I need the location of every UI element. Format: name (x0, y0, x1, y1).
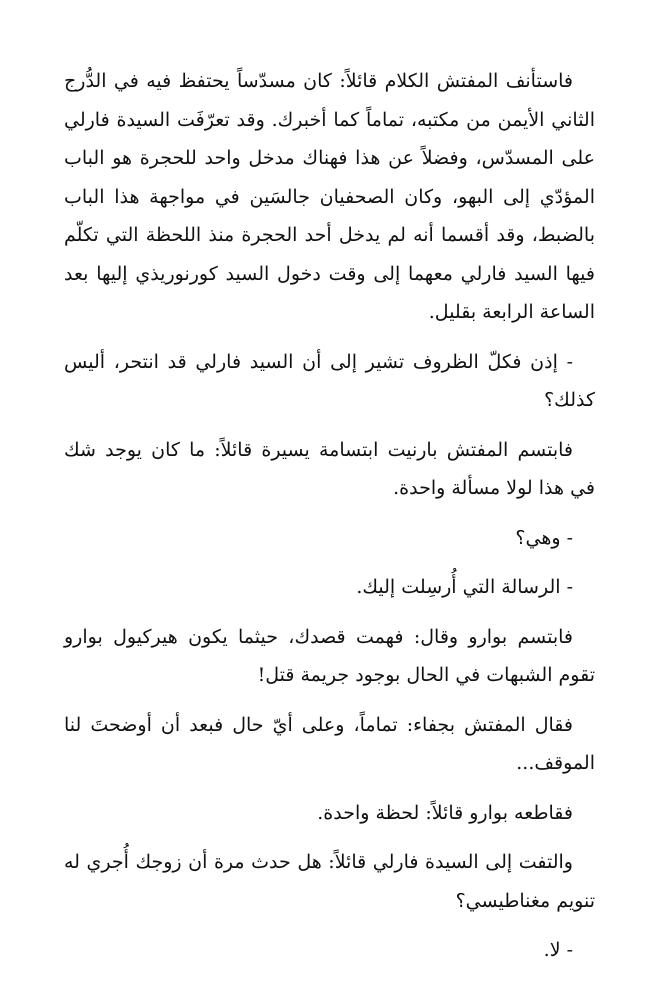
paragraph: فقال المفتش بجفاء: تماماً، وعلى أيّ حال فبعد أن أوضحتَ لنا الموقف... (64, 713, 595, 774)
paragraph: - وهي؟ (515, 526, 573, 549)
paragraph: فابتسم المفتش بارنيت ابتسامة يسيرة قائلاً: ما كان يوجد شك في هذا لولا مسألة واحدة. (64, 438, 595, 499)
paragraph: فاستأنف المفتش الكلام قائلاً: كان مسدّساً يحتفظ فيه في الدُّرج الثاني الأيمن من مكتبه، تماماً كما أخبرك. وقد تعرّفَت السيدة فارلي على المسدّس، وفضلاً عن هذا فهناك مدخل واحد للحجرة هو الباب المؤدّي إلى البهو، وكان الصحفيان جالسَين في مواجهة هذا الباب بالضبط، وقد أقسما أنه لم يدخل أحد الحجرة منذ اللحظة التي تكلّم فيها السيد فارلي معهما إلى وقت دخول السيد كورنوريذي إليها بعد الساعة الرابعة بقليل. (64, 70, 595, 323)
page-text (64, 62, 595, 981)
paragraph: - لا. (543, 939, 573, 961)
paragraph: فقاطعه بوارو قائلاً: لحظة واحدة. (317, 801, 573, 824)
paragraph: - الرسالة التي أُرسِلت إليك. (356, 576, 573, 598)
paragraph: والتفت إلى السيدة فارلي قائلاً: هل حدث مرة أن زوجك أُجري له تنويم مغناطيسي؟ (64, 851, 595, 912)
paragraph: فابتسم بوارو وقال: فهمت قصدك، حيثما يكون هيركيول بوارو تقوم الشبهات في الحال بوجود جريمة قتل! (64, 625, 595, 686)
paragraph: - إذن فكلّ الظروف تشير إلى أن السيد فارلي قد انتحر، أليس كذلك؟ (64, 350, 595, 411)
